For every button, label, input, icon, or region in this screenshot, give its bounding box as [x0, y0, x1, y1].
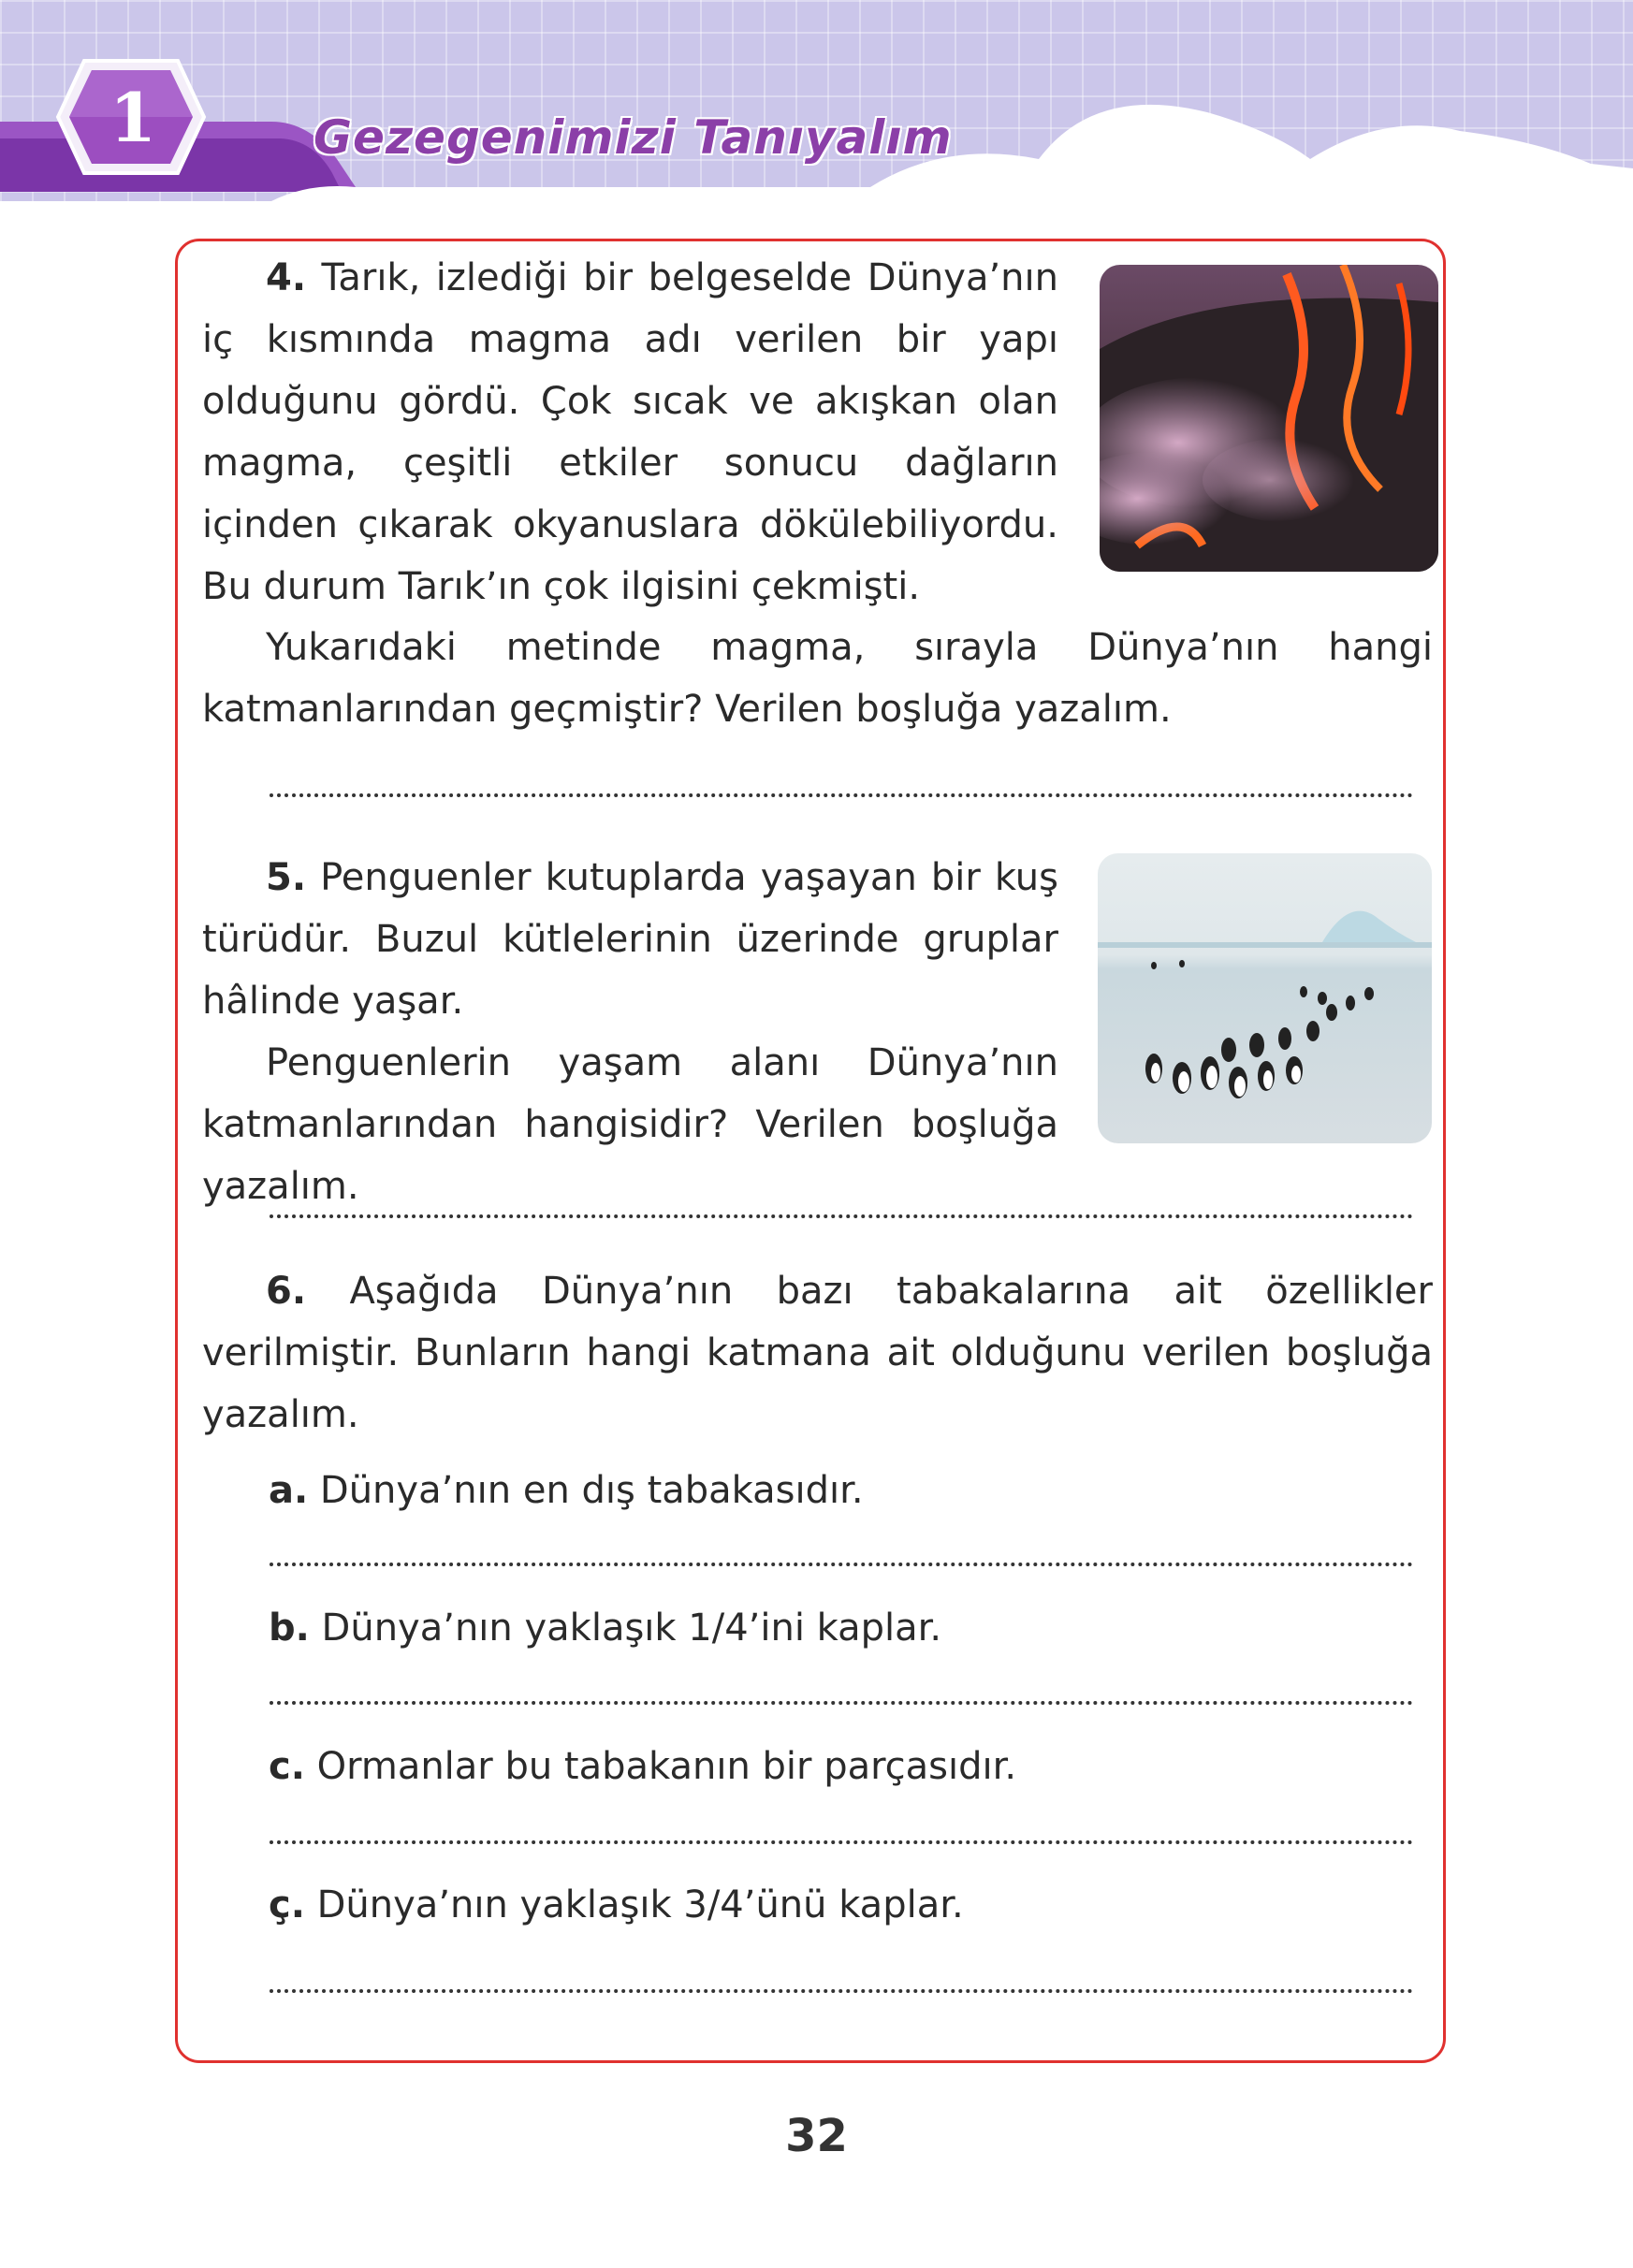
answer-line-6b[interactable]	[270, 1701, 1413, 1705]
question-4-body: Tarık, izlediği bir belgeselde Dünya’nın iç kısmında magma adı verilen bir yapı olduğunu gördü. Çok sıcak ve akışkan olan magma, çeşitli etkiler sonucu dağların içinden çıkarak okyanuslara dökülebiliyordu. Bu durum Tarık’ın çok ilgisini çekmişti.	[202, 256, 1059, 608]
item-a-label: a.	[269, 1469, 309, 1512]
question-6-item-b	[269, 1597, 941, 1659]
question-6-body: Aşağıda Dünya’nın bazı tabakalarına ait özellikler verilmiştir. Bunların hangi katmana ait olduğunu verilen boşluğa yazalım.	[202, 1270, 1433, 1436]
question-6-item-a	[269, 1460, 864, 1521]
question-6-number: 6.	[266, 1270, 307, 1313]
item-c-text: Ormanlar bu tabakanın bir parçasıdır.	[316, 1745, 1017, 1788]
item-cc-text: Dünya’nın yaklaşık 3/4’ünü kaplar.	[316, 1883, 964, 1926]
penguin-photo	[1098, 853, 1432, 1143]
lava-photo	[1100, 265, 1438, 572]
penguins-image	[1098, 853, 1432, 1143]
unit-number: 1	[109, 77, 157, 157]
question-5-question: Penguenlerin yaşam alanı Dünya’nın katmanlarından hangisidir? Verilen boşluğa yazalım.	[202, 1041, 1058, 1208]
question-5-text	[202, 847, 1058, 1217]
answer-line-5[interactable]	[270, 1214, 1413, 1218]
lava-image	[1100, 265, 1438, 572]
question-6-item-c	[269, 1736, 1016, 1797]
question-4-prompt	[202, 617, 1433, 740]
item-a-text: Dünya’nın en dış tabakasıdır.	[319, 1469, 864, 1512]
question-6-text	[202, 1260, 1433, 1446]
page-number: 32	[785, 2110, 848, 2162]
question-5-number: 5.	[266, 856, 307, 899]
answer-line-6a[interactable]	[270, 1563, 1413, 1566]
question-5-body: Penguenler kutuplarda yaşayan bir kuş türüdür. Buzul kütlelerinin üzerinde gruplar hâlinde yaşar.	[202, 856, 1058, 1023]
question-6-item-cc	[269, 1874, 964, 1936]
answer-line-6c[interactable]	[270, 1840, 1413, 1844]
unit-header	[0, 0, 1633, 201]
question-4-question: Yukarıdaki metinde magma, sırayla Dünya’nın hangi katmanlarından geçmiştir? Verilen boşluğa yazalım.	[202, 626, 1433, 731]
item-b-text: Dünya’nın yaklaşık 1/4’ini kaplar.	[321, 1606, 942, 1650]
question-4-text	[202, 247, 1058, 618]
answer-line-4[interactable]	[270, 793, 1413, 797]
item-c-label: c.	[269, 1745, 305, 1788]
header-decoration	[0, 0, 1633, 201]
question-4-number: 4.	[266, 256, 307, 299]
item-cc-label: ç.	[269, 1883, 305, 1926]
answer-line-6cc[interactable]	[270, 1989, 1413, 1993]
item-b-label: b.	[269, 1606, 310, 1650]
unit-title: Gezegenimizi Tanıyalım	[313, 110, 953, 165]
